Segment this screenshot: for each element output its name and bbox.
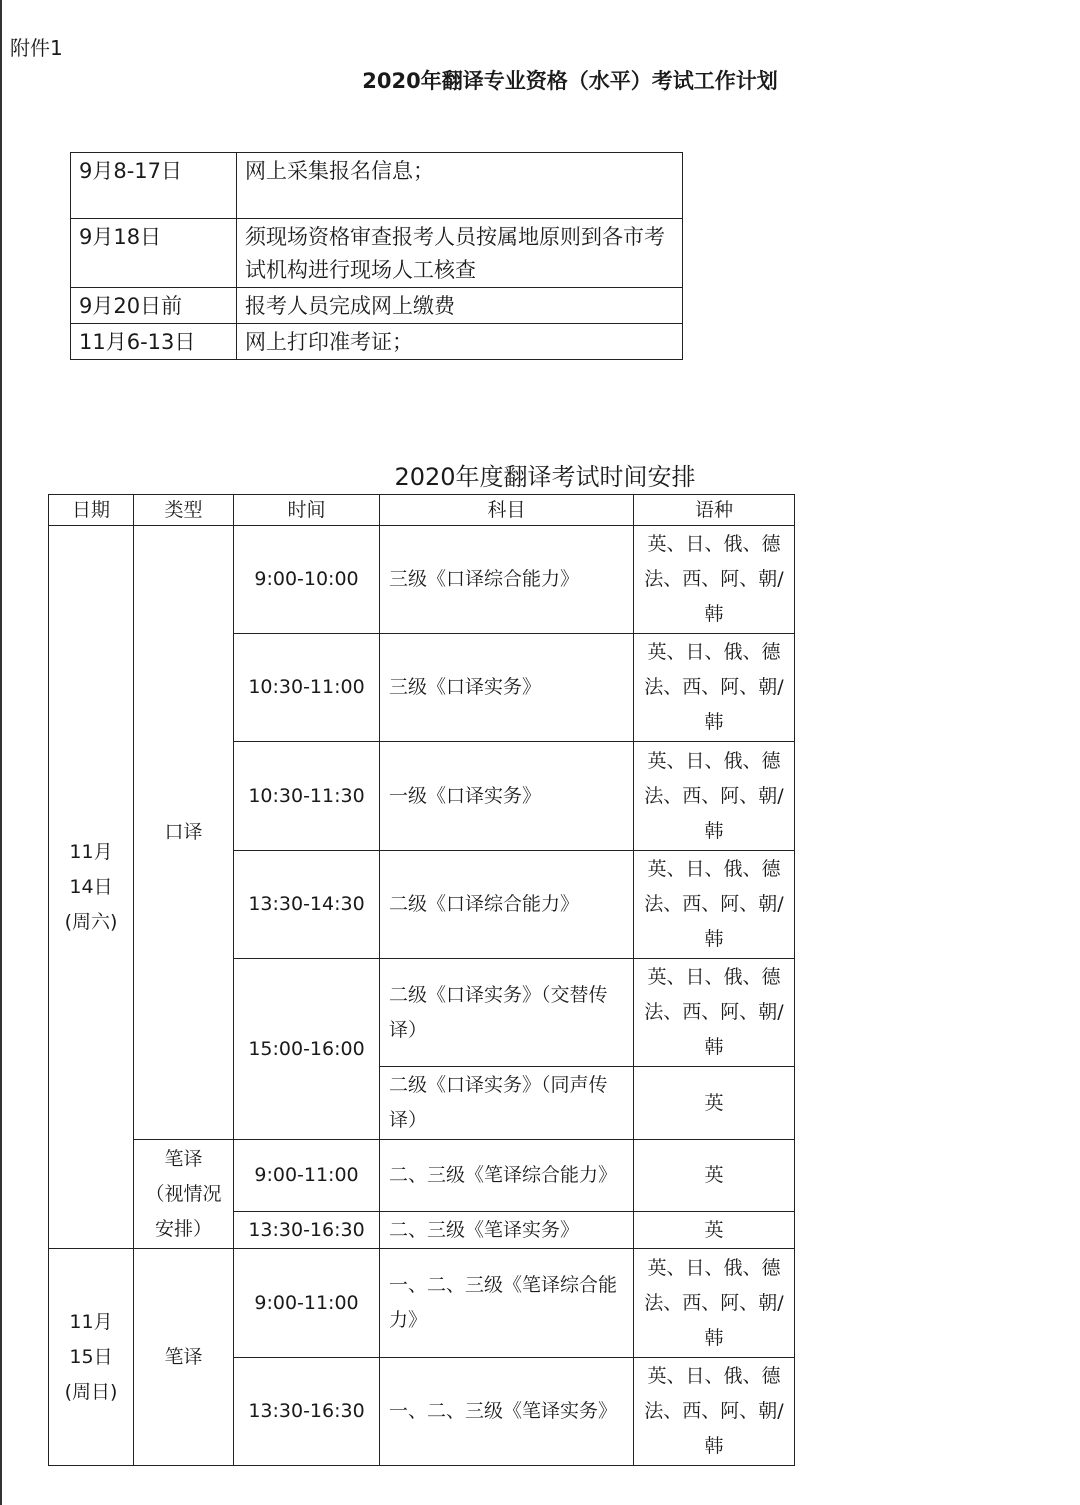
date-cell-day1 xyxy=(49,526,134,1249)
language-line: 英、日、俄、德 xyxy=(647,749,781,772)
language-line: 法、西、阿、朝/ xyxy=(644,784,784,807)
language-line: 法、西、阿、朝/ xyxy=(644,1291,784,1314)
language-line: 韩 xyxy=(704,603,724,625)
plan-desc: 网上采集报名信息； xyxy=(237,153,683,219)
time-cell: 13:30-16:30 xyxy=(234,1212,380,1249)
subject-cell: 一、二、三级《笔译实务》 xyxy=(380,1358,634,1466)
language-line: 韩 xyxy=(704,1326,724,1349)
language-line: 英、日、俄、德 xyxy=(647,533,781,555)
schedule-header-row xyxy=(49,495,795,526)
type-line: 笔译 xyxy=(164,1147,203,1170)
header-subject: 科目 xyxy=(380,495,634,526)
language-cell: 英 xyxy=(634,1140,795,1212)
schedule-title: 2020年度翻译考试时间安排 xyxy=(394,463,696,491)
language-cell xyxy=(634,742,795,851)
time-cell: 9:00-11:00 xyxy=(234,1140,380,1212)
plan-row xyxy=(71,219,683,288)
language-cell xyxy=(634,526,795,634)
language-cell xyxy=(634,851,795,959)
date-day: 15日 xyxy=(69,1345,113,1368)
plan-date: 11月6-13日 xyxy=(71,324,237,360)
language-cell: 英 xyxy=(634,1212,795,1249)
language-line: 韩 xyxy=(704,928,724,950)
plan-row xyxy=(71,324,683,360)
language-line: 韩 xyxy=(704,819,724,842)
time-cell: 10:30-11:00 xyxy=(234,634,380,742)
date-weekday: (周日) xyxy=(64,1380,118,1403)
header-language: 语种 xyxy=(634,495,795,526)
attachment-label: 附件1 xyxy=(10,36,63,60)
language-cell: 英 xyxy=(634,1067,795,1140)
language-line: 英、日、俄、德 xyxy=(647,966,781,988)
language-line: 英、日、俄、德 xyxy=(647,641,781,663)
type-cell-interpretation: 口译 xyxy=(134,526,234,1140)
date-cell-day2 xyxy=(49,1249,134,1466)
subject-cell: 三级《口译实务》 xyxy=(380,634,634,742)
time-cell: 10:30-11:30 xyxy=(234,742,380,851)
language-line: 法、西、阿、朝/ xyxy=(644,893,784,915)
type-cell-translation-day2: 笔译 xyxy=(134,1249,234,1466)
subject-cell: 一、二、三级《笔译综合能力》 xyxy=(380,1249,634,1358)
page-left-border xyxy=(0,0,2,1505)
date-weekday: (周六) xyxy=(64,910,118,933)
date-month: 11月 xyxy=(69,1310,113,1333)
header-type: 类型 xyxy=(134,495,234,526)
plan-desc: 网上打印准考证； xyxy=(237,324,683,360)
plan-row xyxy=(71,288,683,324)
work-plan-table xyxy=(70,152,683,360)
subject-cell: 二、三级《笔译实务》 xyxy=(380,1212,634,1249)
language-cell xyxy=(634,1249,795,1358)
plan-date: 9月20日前 xyxy=(71,288,237,324)
subject-cell: 二级《口译综合能力》 xyxy=(380,851,634,959)
header-time: 时间 xyxy=(234,495,380,526)
time-cell: 15:00-16:00 xyxy=(234,959,380,1140)
time-cell: 13:30-16:30 xyxy=(234,1358,380,1466)
time-cell: 9:00-11:00 xyxy=(234,1249,380,1358)
language-cell xyxy=(634,959,795,1067)
document-title: 2020年翻译专业资格（水平）考试工作计划 xyxy=(362,69,778,93)
time-cell: 13:30-14:30 xyxy=(234,851,380,959)
subject-cell: 三级《口译综合能力》 xyxy=(380,526,634,634)
table-row xyxy=(49,1140,795,1212)
language-cell xyxy=(634,1358,795,1466)
type-cell-translation xyxy=(134,1140,234,1249)
language-line: 英、日、俄、德 xyxy=(647,858,781,880)
date-day: 14日 xyxy=(69,875,113,898)
exam-schedule-table xyxy=(48,494,795,1466)
plan-date: 9月18日 xyxy=(71,219,237,288)
subject-cell: 二、三级《笔译综合能力》 xyxy=(380,1140,634,1212)
language-line: 英、日、俄、德 xyxy=(647,1365,781,1387)
subject-cell: 二级《口译实务》（交替传译） xyxy=(380,959,634,1067)
table-row xyxy=(49,1249,795,1358)
type-line: 安排） xyxy=(154,1217,212,1240)
subject-cell: 一级《口译实务》 xyxy=(380,742,634,851)
header-date: 日期 xyxy=(49,495,134,526)
subject-cell: 二级《口译实务》（同声传译） xyxy=(380,1067,634,1140)
language-cell xyxy=(634,634,795,742)
language-line: 法、西、阿、朝/ xyxy=(644,1001,784,1023)
table-row xyxy=(49,526,795,634)
language-line: 法、西、阿、朝/ xyxy=(644,568,784,590)
language-line: 韩 xyxy=(704,1435,724,1457)
plan-row xyxy=(71,153,683,219)
language-line: 韩 xyxy=(704,1036,724,1058)
language-line: 法、西、阿、朝/ xyxy=(644,676,784,698)
type-line: （视情况 xyxy=(145,1182,222,1205)
time-cell: 9:00-10:00 xyxy=(234,526,380,634)
plan-desc: 报考人员完成网上缴费 xyxy=(237,288,683,324)
plan-desc: 须现场资格审查报考人员按属地原则到各市考试机构进行现场人工核查 xyxy=(237,219,683,288)
language-line: 法、西、阿、朝/ xyxy=(644,1400,784,1422)
language-line: 英、日、俄、德 xyxy=(647,1256,781,1279)
date-month: 11月 xyxy=(69,840,113,863)
language-line: 韩 xyxy=(704,711,724,733)
plan-date: 9月8-17日 xyxy=(71,153,237,219)
